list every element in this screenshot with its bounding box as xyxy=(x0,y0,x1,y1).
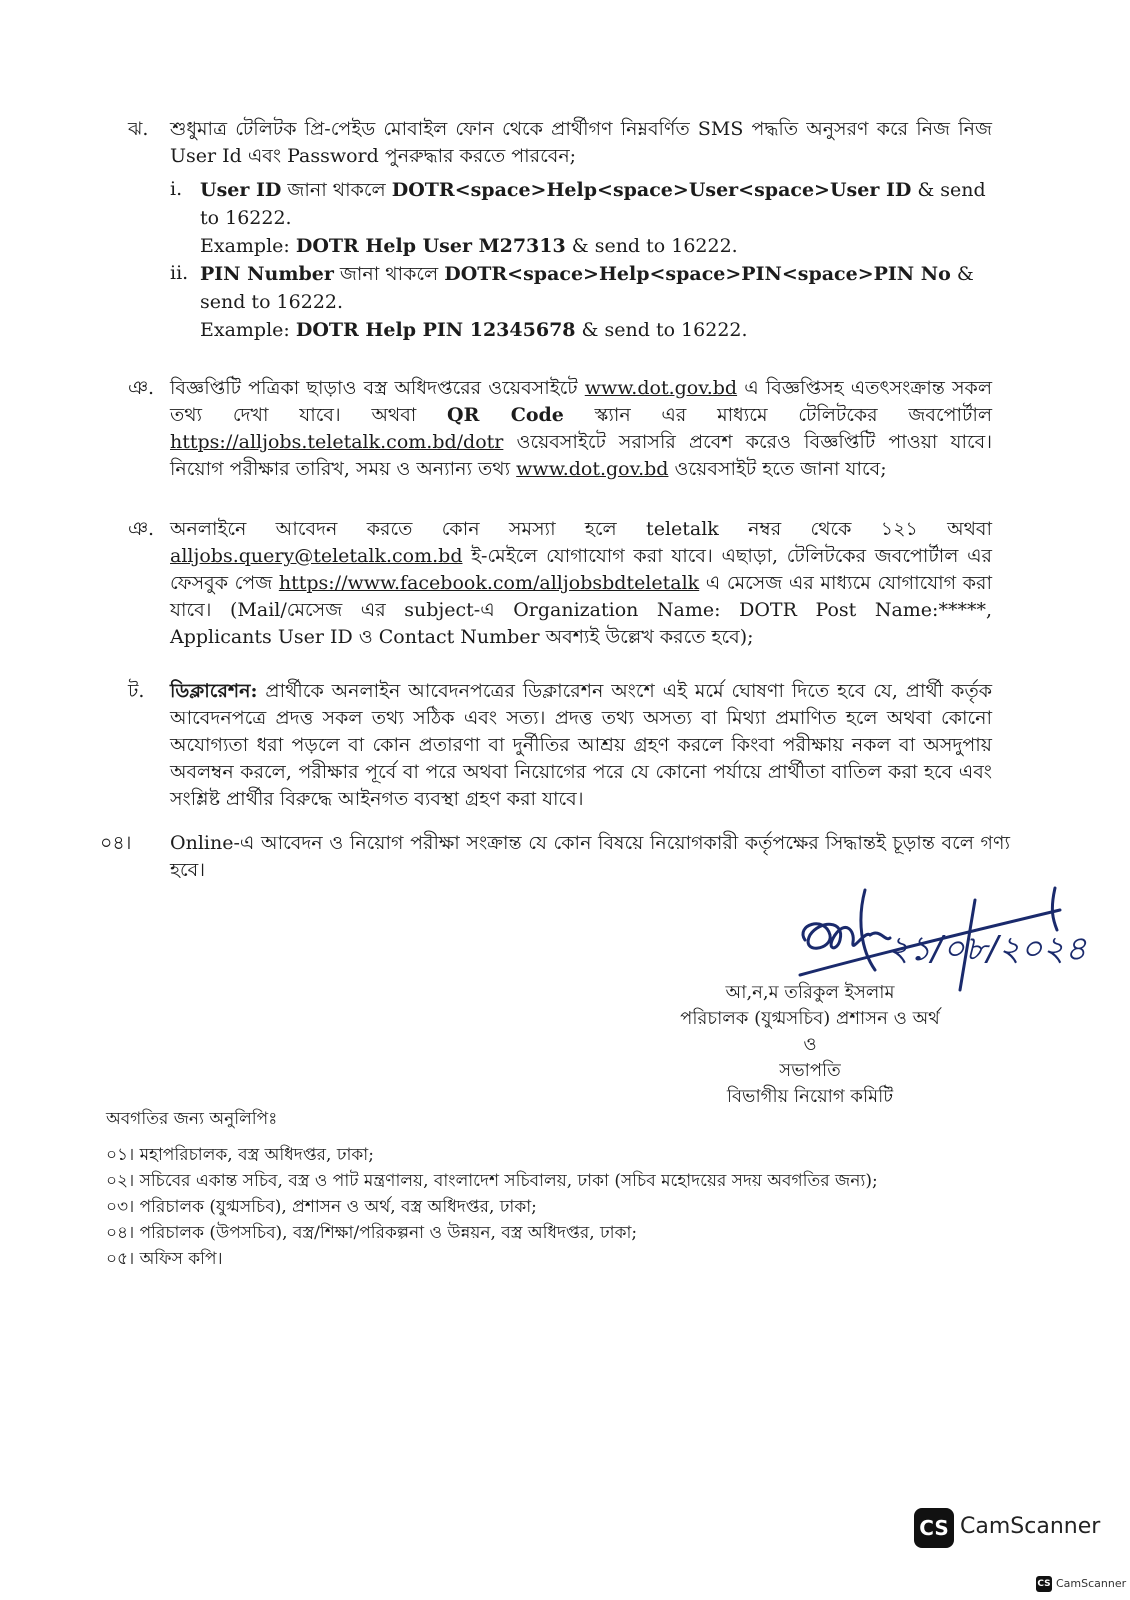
item-text: শুধুমাত্র টেলিটক প্রি-পেইড মোবাইল ফোন থেকে প্রার্থীগণ নিম্নবর্ণিত SMS পদ্ধতি অনুসরণ করে নিজ নিজ User Id এবং Password পুনরুদ্ধার করতে পারবেন; xyxy=(170,118,992,167)
signatory-designation: পরিচালক (যুগ্মসচিব) প্রশাসন ও অর্থ xyxy=(680,1008,940,1029)
text-part: অনলাইনে আবেদন করতে কোন সমস্যা হলে teletalk নম্বর থেকে ১২১ অথবা xyxy=(170,518,992,540)
example-tail: & send to 16222. xyxy=(575,319,748,341)
list-item: ০২। সচিবের একান্ত সচিব, বস্ত্র ও পাট মন্ত্রণালয়, বাংলাদেশ সচিবালয়, ঢাকা (সচিব মহোদয়ের সদয় অবগতির জন্য); xyxy=(106,1171,878,1191)
list-item: ০৫। অফিস কপি। xyxy=(106,1249,223,1269)
section-marker: ০৪। xyxy=(100,832,132,854)
sub-marker: i. xyxy=(170,178,183,200)
facebook-link[interactable]: https://www.facebook.com/alljobsbdteletalk xyxy=(278,572,700,594)
option-mid: জানা থাকলে xyxy=(333,263,445,285)
sms-option-2 xyxy=(170,260,992,344)
sms-option-1 xyxy=(170,176,992,260)
website-link[interactable]: www.dot.gov.bd xyxy=(516,458,669,480)
item-marker: ঞ. xyxy=(128,377,155,399)
item-text xyxy=(170,375,992,483)
text-part: ওয়েবসাইট হতে জানা যাবে; xyxy=(668,458,887,480)
section-text: Online-এ আবেদন ও নিয়োগ পরীক্ষা সংক্রান্ত যে কোন বিষয়ে নিয়োগকারী কর্তৃপক্ষের সিদ্ধান্তই চূড়ান্ত বলে গণ্য হবে। xyxy=(170,832,1010,881)
option-tail: & send to 16222. xyxy=(200,179,986,229)
camscanner-watermark: CamScanner xyxy=(960,1514,1101,1539)
website-link[interactable]: www.dot.gov.bd xyxy=(584,377,738,399)
sub-marker: ii. xyxy=(170,262,189,284)
option-tail: & send to 16222. xyxy=(200,263,974,313)
qr-code-label: QR Code xyxy=(447,404,564,426)
item-marker: ট. xyxy=(128,680,145,702)
example-command: DOTR Help User M27313 xyxy=(295,235,566,257)
text-part: প্রার্থীকে অনলাইন আবেদনপত্রের ডিক্লারেশন অংশে এই মর্মে ঘোষণা দিতে হবে যে, প্রার্থী কর্তৃক আবেদনপত্রে প্রদত্ত সকল তথ্য সঠিক এবং সত্য। প্রদত্ত তথ্য অসত্য বা মিথ্যা প্রমাণিত হলে অথবা কোনো অযোগ্যতা ধরা পড়লে বা কোন প্রতারণা বা দুর্নীতির আশ্রয় গ্রহণ করলে কিংবা পরীক্ষায় নকল বা অসদুপায় অবলম্বন করলে, পরীক্ষার পূর্বে বা পরে অথবা নিয়োগের পরে যে কোনো পর্যায়ে প্রার্থীতা বাতিল করা হবে এবং সংশ্লিষ্ট প্রার্থীর বিরুদ্ধে আইনগত ব্যবস্থা গ্রহণ করা যাবে। xyxy=(170,680,992,810)
text-part: বিজ্ঞপ্তিটি পত্রিকা ছাড়াও বস্ত্র অধিদপ্তরের ওয়েবসাইটে xyxy=(170,377,585,399)
list-item: ০৩। পরিচালক (যুগ্মসচিব), প্রশাসন ও অর্থ, বস্ত্র অধিদপ্তর, ঢাকা; xyxy=(106,1197,537,1217)
example-command: DOTR Help PIN 12345678 xyxy=(295,319,576,341)
sms-command: DOTR<space>Help<space>PIN<space>PIN No xyxy=(444,263,951,285)
signature-date: ২১/০৮/২০২৪ xyxy=(887,929,1087,969)
text-part: স্ক্যান এর মাধ্যমে টেলিটকের জবপোর্টাল xyxy=(563,404,993,426)
email-link[interactable]: alljobs.query@teletalk.com.bd xyxy=(170,545,463,567)
option-mid: জানা থাকলে xyxy=(281,179,392,201)
option-lead: User ID xyxy=(200,179,282,201)
job-portal-link[interactable]: https://alljobs.teletalk.com.bd/dotr xyxy=(170,431,504,453)
example-line xyxy=(200,316,992,344)
item-text xyxy=(170,678,992,813)
example-label: Example: xyxy=(200,235,296,257)
copy-heading: অবগতির জন্য অনুলিপিঃ xyxy=(106,1109,278,1129)
camscanner-logo-icon: CS xyxy=(914,1508,954,1548)
list-item: ০৪। পরিচালক (উপসচিব), বস্ত্র/শিক্ষা/পরিকল্পনা ও উন্নয়ন, বস্ত্র অধিদপ্তর, ঢাকা; xyxy=(106,1223,638,1243)
text-part: এ মেসেজ এর মাধ্যমে যোগাযোগ করা যাবে। (Mail/মেসেজ এর subject-এ Organization Name: DOTR Post Name:*****, Applicants User ID ও Contact Number অবশ্যই উল্লেখ করতে হবে); xyxy=(170,572,992,648)
item-text xyxy=(170,516,992,651)
signatory-role: সভাপতি xyxy=(779,1060,841,1081)
camscanner-small-logo-icon: CS xyxy=(1036,1576,1052,1592)
sms-command: DOTR<space>Help<space>User<space>User ID xyxy=(391,179,912,201)
item-marker: ঞ. xyxy=(128,518,155,540)
example-label: Example: xyxy=(200,319,296,341)
signature-conjunction: ও xyxy=(803,1034,817,1055)
text-part: ই-মেইলে যোগাযোগ করা যাবে। এছাড়া, টেলিটকের জবপোর্টাল এর ফেসবুক পেজ xyxy=(170,545,992,594)
example-line xyxy=(200,232,992,260)
text-part: এ বিজ্ঞপ্তিসহ এতৎসংক্রান্ত সকল তথ্য দেখা যাবে। অথবা xyxy=(170,377,992,426)
example-tail: & send to 16222. xyxy=(565,235,738,257)
item-marker: ঝ. xyxy=(128,118,149,140)
option-lead: PIN Number xyxy=(200,263,334,285)
committee-name: বিভাগীয় নিয়োগ কমিটি xyxy=(726,1086,894,1107)
text-part: ওয়েবসাইটে সরাসরি প্রবেশ করেও বিজ্ঞপ্তিটি পাওয়া যাবে। নিয়োগ পরীক্ষার তারিখ, সময় ও অন্যান্য তথ্য xyxy=(170,431,992,480)
declaration-label: ডিক্লারেশন: xyxy=(170,680,258,702)
signatory-name: আ,ন,ম তরিকুল ইসলাম xyxy=(725,982,895,1003)
list-item: ০১। মহাপরিচালক, বস্ত্র অধিদপ্তর, ঢাকা; xyxy=(106,1145,374,1165)
camscanner-small-watermark: CamScanner xyxy=(1056,1577,1127,1590)
